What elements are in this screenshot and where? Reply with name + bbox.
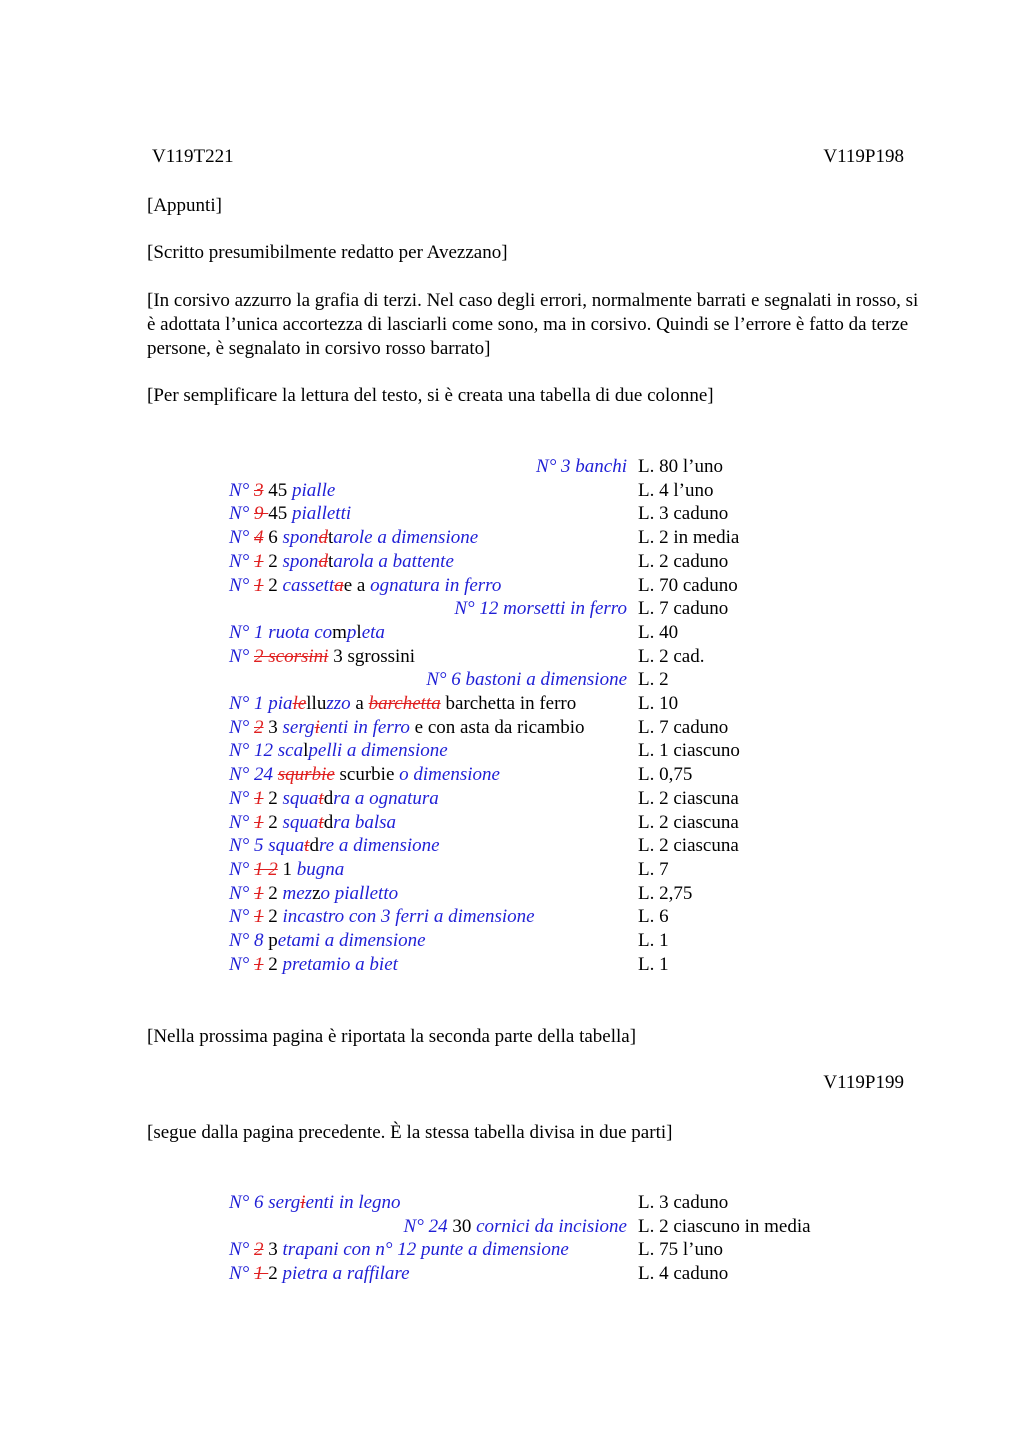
third-party-text: squa	[282, 811, 319, 833]
note-avezzano: [Scritto presumibilmente redatto per Avezzano]	[147, 242, 508, 263]
third-party-text: N°	[229, 550, 255, 572]
author-text: p	[268, 930, 278, 951]
third-party-text: o pialletto	[320, 882, 399, 904]
item-description	[229, 1215, 627, 1239]
struck-error-text: 2	[254, 716, 264, 738]
author-text: d	[309, 835, 319, 857]
third-party-text: N° 6 serg	[229, 1192, 301, 1213]
third-party-text: N° 12 morsetti in ferro	[454, 598, 627, 620]
struck-error-text: 2	[254, 1239, 264, 1261]
author-text: d	[323, 787, 334, 809]
item-description	[229, 763, 627, 787]
author-text: llu	[306, 693, 327, 714]
author-text: 2	[263, 882, 283, 904]
item-description	[229, 953, 627, 977]
item-price: L. 1	[638, 953, 669, 975]
third-party-text: eta	[361, 621, 385, 643]
third-party-text: N° 24	[403, 1215, 448, 1237]
third-party-text: pretamio a biet	[282, 953, 398, 975]
item-description	[229, 645, 627, 669]
item-price: L. 2 ciascuno in media	[638, 1215, 811, 1237]
struck-error-text: 1	[254, 953, 264, 975]
third-party-text: enti in legno	[305, 1192, 401, 1213]
third-party-text: ognatura in ferro	[370, 574, 502, 596]
third-party-text: N°	[229, 527, 255, 549]
third-party-text: ra balsa	[333, 811, 397, 833]
item-description	[229, 716, 627, 740]
third-party-text: pelli a dimensione	[308, 740, 448, 762]
document-code-right: V119P198	[823, 146, 904, 167]
table-row	[0, 905, 1024, 929]
third-party-text: serg	[282, 716, 315, 738]
author-text: t	[327, 527, 334, 549]
author-text: l	[303, 740, 309, 762]
struck-error-text: 1	[254, 574, 264, 596]
item-description	[229, 882, 627, 906]
third-party-text: N° 1 ruota co	[229, 621, 333, 643]
author-text: 2	[263, 811, 283, 833]
item-price: L. 75 l’uno	[638, 1239, 723, 1261]
item-description	[229, 621, 627, 645]
item-price: L. 0,75	[638, 764, 693, 786]
table-row	[0, 763, 1024, 787]
table-row	[0, 716, 1024, 740]
item-description	[229, 692, 627, 716]
third-party-text: N°	[229, 479, 255, 501]
item-price: L. 2 cad.	[638, 645, 705, 667]
third-party-text: N° 12 sca	[229, 740, 304, 762]
table-row	[0, 739, 1024, 763]
author-text: 2	[263, 953, 283, 975]
author-text: 2	[263, 906, 283, 928]
third-party-text: N°	[229, 1263, 255, 1285]
item-description	[229, 1191, 627, 1215]
third-party-text: pialle	[292, 479, 336, 501]
struck-error-text: 1	[254, 1263, 269, 1285]
struck-error-text: 2 scorsini	[254, 645, 329, 667]
item-price: L. 40	[638, 621, 679, 643]
page-code: V119P199	[823, 1072, 904, 1093]
author-text: e a	[343, 574, 371, 596]
third-party-text: N°	[229, 716, 255, 738]
struck-error-text: le	[292, 693, 307, 714]
third-party-text: N° 5 squa	[229, 835, 305, 857]
author-text: e con asta da ricambio	[409, 716, 585, 738]
struck-error-text: d	[318, 550, 328, 572]
third-party-text: N°	[229, 1239, 255, 1261]
struck-error-text: 3	[254, 479, 264, 501]
table-row	[0, 1191, 1024, 1215]
item-price: L. 4 caduno	[638, 1263, 729, 1285]
third-party-text: re a dimensione	[318, 835, 440, 857]
struck-error-text: 1	[254, 787, 264, 809]
author-text: 3	[263, 1239, 283, 1261]
table-row	[0, 597, 1024, 621]
item-price: L. 4 l’uno	[638, 479, 714, 501]
table-row	[0, 550, 1024, 574]
item-description	[229, 502, 627, 526]
author-text: 1	[277, 858, 297, 880]
table-row	[0, 621, 1024, 645]
item-price: L. 7	[638, 858, 669, 880]
table-row	[0, 455, 1024, 479]
author-text: scurbie	[334, 764, 400, 786]
third-party-text: trapani con n° 12 punte a dimensione	[282, 1239, 569, 1261]
struck-error-text: t	[318, 811, 324, 833]
struck-error-text: squrbie	[277, 764, 335, 786]
item-description	[229, 668, 627, 692]
third-party-text: arola a battente	[333, 550, 454, 572]
item-description	[229, 929, 627, 953]
item-description	[229, 905, 627, 929]
third-party-text: N°	[229, 858, 255, 880]
struck-error-text: 1	[254, 550, 264, 572]
third-party-text: mez	[282, 882, 313, 904]
item-description	[229, 574, 627, 598]
struck-error-text: i	[300, 1192, 306, 1213]
third-party-text: N°	[229, 645, 255, 667]
author-text: 6	[263, 527, 283, 549]
item-price: L. 10	[638, 693, 679, 714]
table-row	[0, 953, 1024, 977]
document-code-left: V119T221	[152, 146, 234, 167]
third-party-text: N° 3 banchi	[536, 456, 627, 477]
item-description	[229, 834, 627, 858]
note-next-page: [Nella prossima pagina è riportata la seconda parte della tabella]	[147, 1026, 637, 1047]
struck-error-text: a	[334, 574, 344, 596]
table-row	[0, 692, 1024, 716]
author-text: 3	[263, 716, 283, 738]
third-party-text: N°	[229, 811, 255, 833]
item-price: L. 2,75	[638, 882, 693, 904]
item-description	[229, 787, 627, 811]
item-price: L. 3 caduno	[638, 1192, 729, 1213]
third-party-text: N° 8	[229, 930, 269, 951]
author-text: 2	[268, 1263, 283, 1285]
table-row	[0, 1215, 1024, 1239]
struck-error-text: t	[304, 835, 310, 857]
third-party-text: pialletti	[292, 503, 352, 525]
table-row	[0, 502, 1024, 526]
third-party-text: N° 6 bastoni a dimensione	[426, 669, 627, 691]
author-text: 3 sgrossini	[328, 645, 416, 667]
third-party-text: spon	[282, 550, 319, 572]
struck-error-text: d	[318, 527, 328, 549]
table-row	[0, 668, 1024, 692]
author-text: 2	[263, 550, 283, 572]
table-row	[0, 929, 1024, 953]
third-party-text: o dimensione	[399, 764, 500, 786]
item-price: L. 1 ciascuno	[638, 740, 740, 762]
table-row	[0, 834, 1024, 858]
author-text: 30	[447, 1215, 477, 1237]
table-row	[0, 479, 1024, 503]
table-row	[0, 1262, 1024, 1286]
struck-error-text: 1	[254, 882, 264, 904]
item-price: L. 2 ciascuna	[638, 811, 739, 833]
third-party-text: pietra a raffilare	[282, 1263, 410, 1285]
third-party-text: etami a dimensione	[277, 930, 426, 951]
third-party-text: incastro con 3 ferri a dimensione	[282, 906, 535, 928]
item-price: L. 1	[638, 930, 669, 951]
struck-error-text: 1	[254, 906, 264, 928]
third-party-text: N°	[229, 906, 255, 928]
table-row	[0, 858, 1024, 882]
item-price: L. 80 l’uno	[638, 456, 723, 477]
author-text: 2	[263, 574, 283, 596]
item-price: L. 3 caduno	[638, 503, 729, 525]
third-party-text: N°	[229, 787, 255, 809]
table-row	[0, 882, 1024, 906]
table-row	[0, 645, 1024, 669]
item-description	[229, 455, 627, 479]
author-text: m	[332, 621, 347, 643]
item-price: L. 2	[638, 669, 669, 691]
author-text: 45	[263, 479, 293, 501]
item-description	[229, 811, 627, 835]
struck-error-text: 1	[254, 811, 264, 833]
table-row	[0, 526, 1024, 550]
author-text: barchetta in ferro	[440, 693, 577, 714]
third-party-text: cassett	[282, 574, 335, 596]
table-row	[0, 1238, 1024, 1262]
item-price: L. 2 ciascuna	[638, 835, 739, 857]
item-description	[229, 858, 627, 882]
struck-error-text: 9	[254, 503, 269, 525]
third-party-text: enti in ferro	[319, 716, 410, 738]
third-party-text: N° 24	[229, 764, 278, 786]
struck-error-text: barchetta	[368, 693, 441, 714]
third-party-text: zzo	[326, 693, 351, 714]
author-text: t	[327, 550, 334, 572]
third-party-text: arole a dimensione	[333, 527, 479, 549]
author-text: d	[323, 811, 334, 833]
item-price: L. 2 in media	[638, 527, 740, 549]
item-description	[229, 1238, 627, 1262]
item-price: L. 2 ciascuna	[638, 787, 739, 809]
heading-appunti: [Appunti]	[147, 195, 222, 216]
author-text: l	[356, 621, 362, 643]
third-party-text: p	[346, 621, 357, 643]
table-row	[0, 811, 1024, 835]
struck-error-text: t	[318, 787, 324, 809]
third-party-text: N°	[229, 574, 255, 596]
third-party-text: N° 1 pia	[229, 693, 293, 714]
third-party-text: squa	[282, 787, 319, 809]
third-party-text: N°	[229, 503, 255, 525]
third-party-text: bugna	[296, 858, 345, 880]
author-text: 2	[263, 787, 283, 809]
third-party-text: N°	[229, 953, 255, 975]
third-party-text: ra a ognatura	[333, 787, 439, 809]
table-row	[0, 787, 1024, 811]
item-price: L. 7 caduno	[638, 598, 729, 620]
author-text: z	[312, 882, 321, 904]
item-price: L. 70 caduno	[638, 574, 738, 596]
table-row	[0, 574, 1024, 598]
note-continuation: [segue dalla pagina precedente. È la stessa tabella divisa in due parti]	[147, 1122, 673, 1143]
item-price: L. 2 caduno	[638, 550, 729, 572]
item-description	[229, 550, 627, 574]
item-price: L. 7 caduno	[638, 716, 729, 738]
author-text: 45	[268, 503, 293, 525]
third-party-text: cornici da incisione	[476, 1215, 627, 1237]
third-party-text: N°	[229, 882, 255, 904]
struck-error-text: i	[314, 716, 320, 738]
third-party-text: spon	[282, 527, 319, 549]
note-table-explanation: [Per semplificare la lettura del testo, si è creata una tabella di due colonne]	[147, 385, 714, 406]
item-description	[229, 479, 627, 503]
struck-error-text: 1 2	[254, 858, 278, 880]
item-description	[229, 526, 627, 550]
item-description	[229, 1262, 627, 1286]
item-description	[229, 597, 627, 621]
item-description	[229, 739, 627, 763]
item-price: L. 6	[638, 906, 669, 928]
note-editorial-conventions: [In corsivo azzurro la grafia di terzi. Nel caso degli errori, normalmente barrati e segnalati in rosso, si è adottata l’unica accortezza di lasciarli come sono, ma in corsivo. Quindi se l’errore è fatto da terze persone, è segnalato in corsivo rosso barrato]	[147, 290, 919, 359]
struck-error-text: 4	[254, 527, 264, 549]
author-text: a	[350, 693, 369, 714]
